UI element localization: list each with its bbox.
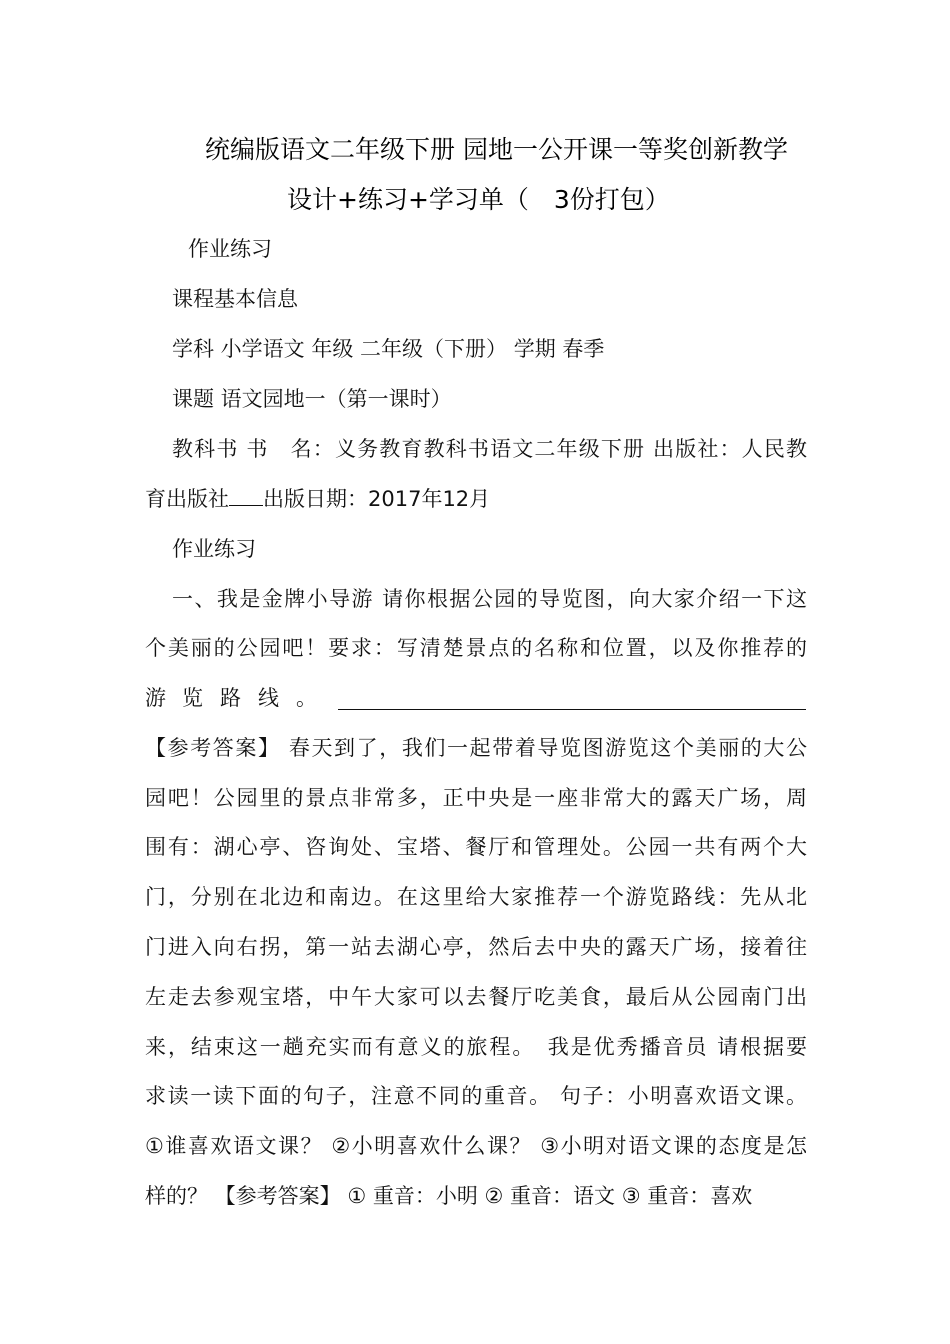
answer-line-8: 求读一读下面的句子，注意不同的重音。 句子：小明喜欢语文课。	[145, 1084, 807, 1108]
answer-line-5: 门进入向右拐，第一站去湖心亭，然后去中央的露天广场，接着往	[145, 935, 807, 959]
blank-underline	[229, 483, 263, 506]
document-title-line-2: 设计+练习+学习单（ 3份打包）	[287, 185, 670, 214]
tour-char-2: 览	[182, 686, 203, 710]
topic-line: 课题 语文园地一（第一课时）	[172, 387, 452, 411]
answer-line-3: 围有：湖心亭、咨询处、宝塔、餐厅和管理处。公园一共有两个大	[145, 835, 807, 859]
answer-line-6: 左走去参观宝塔，中午大家可以去餐厅吃美食，最后从公园南门出	[145, 985, 807, 1009]
tour-char-1: 游	[145, 686, 166, 710]
textbook-line-2	[145, 483, 490, 515]
answer-blank-line	[338, 709, 806, 710]
tour-char-3: 路	[220, 686, 241, 710]
answer-line-4: 门，分别在北边和南边。在这里给大家推荐一个游览路线：先从北	[145, 885, 807, 909]
answer-line-9: ①谁喜欢语文课？ ②小明喜欢什么课？ ③小明对语文课的态度是怎	[145, 1134, 807, 1158]
document-title-line-1: 统编版语文二年级下册 园地一公开课一等奖创新教学	[205, 135, 788, 164]
tour-char-4: 线	[258, 686, 279, 710]
answer-line-10: 样的？ 【参考答案】 ① 重音：小明 ② 重音：语文 ③ 重音：喜欢	[145, 1184, 753, 1208]
publish-date: 出版日期：2017年12月	[263, 487, 491, 511]
tour-char-5: 。	[296, 686, 317, 710]
textbook-line-1: 教科书 书 名：义务教育教科书语文二年级下册 出版社：人民教	[172, 437, 807, 461]
question-1-line-1: 一、我是金牌小导游 请你根据公园的导览图，向大家介绍一下这	[172, 587, 807, 611]
answer-line-1: 【参考答案】 春天到了，我们一起带着导览图游览这个美丽的大公	[145, 736, 807, 760]
publisher-name: 育出版社	[145, 487, 229, 511]
subject-info-line: 学科 小学语文 年级 二年级（下册） 学期 春季	[172, 337, 605, 361]
course-info-heading: 课程基本信息	[172, 287, 298, 311]
answer-line-7: 来，结束这一趟充实而有意义的旅程。 我是优秀播音员 请根据要	[145, 1035, 807, 1059]
question-1-line-2: 个美丽的公园吧！要求：写清楚景点的名称和位置，以及你推荐的	[145, 636, 807, 660]
homework-heading: 作业练习	[172, 537, 256, 561]
section-heading: 作业练习	[188, 237, 272, 261]
answer-line-2: 园吧！公园里的景点非常多，正中央是一座非常大的露天广场，周	[145, 786, 807, 810]
